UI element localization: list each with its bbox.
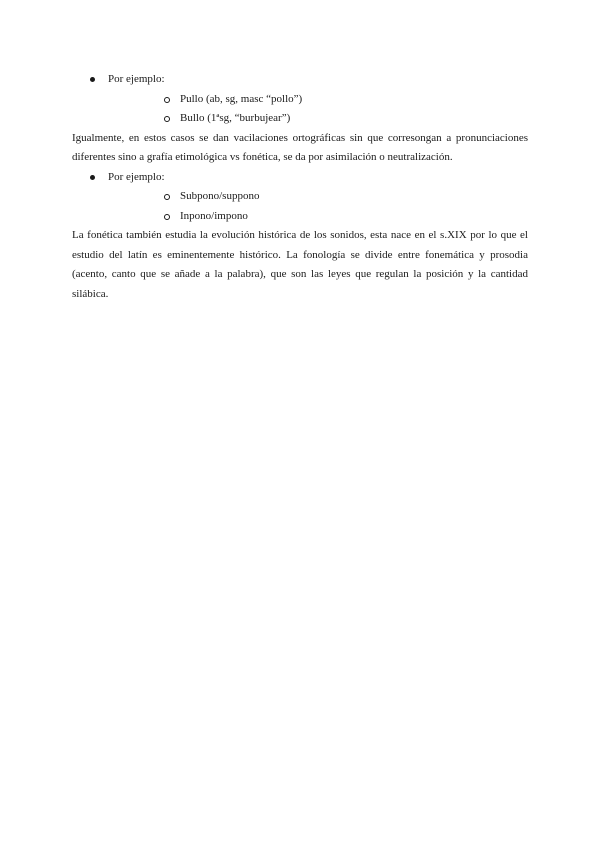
bullet-icon [90,175,95,180]
bullet-list-2 [72,168,528,227]
hollow-bullet-icon [164,194,170,200]
sub-list-2 [108,187,528,226]
sub-list-item-text: Inpono/impono [180,209,248,222]
list-item [72,168,528,227]
sub-list-item [108,109,528,129]
hollow-bullet-icon [164,116,170,122]
sub-list-item [108,90,528,110]
list-item [72,70,528,129]
sub-list-item-text: Subpono/suppono [180,190,260,202]
bullet-label: Por ejemplo: [108,170,165,183]
sub-list-1 [108,90,528,129]
paragraph-1: Igualmente, en estos casos se dan vacilaciones ortográficas sin que corresongan a pronunciaciones diferentes sino a grafía etimológica vs fonética, se da por asimilación o neutralización. [72,131,528,163]
bullet-list-1 [72,70,528,129]
hollow-bullet-icon [164,97,170,103]
paragraph-2: La fonética también estudia la evolución histórica de los sonidos, esta nace en el s.XIX por lo que el estudio del latín es eminentemente histórico. La fonología se divide entre fonemática y prosodia (acento, canto que se añade a la palabra), que son las leyes que regulan la posición y la cantidad silábica. [72,229,528,300]
sub-list-item [108,207,528,227]
sub-list-item-text: Pullo (ab, sg, masc “pollo”) [180,92,303,105]
bullet-icon [90,77,95,82]
hollow-bullet-icon [164,214,170,220]
bullet-label: Por ejemplo: [108,73,165,85]
sub-list-item [108,187,528,207]
document-body [72,70,528,304]
sub-list-item-text: Bullo (1ªsg, “burbujear”) [180,112,291,124]
